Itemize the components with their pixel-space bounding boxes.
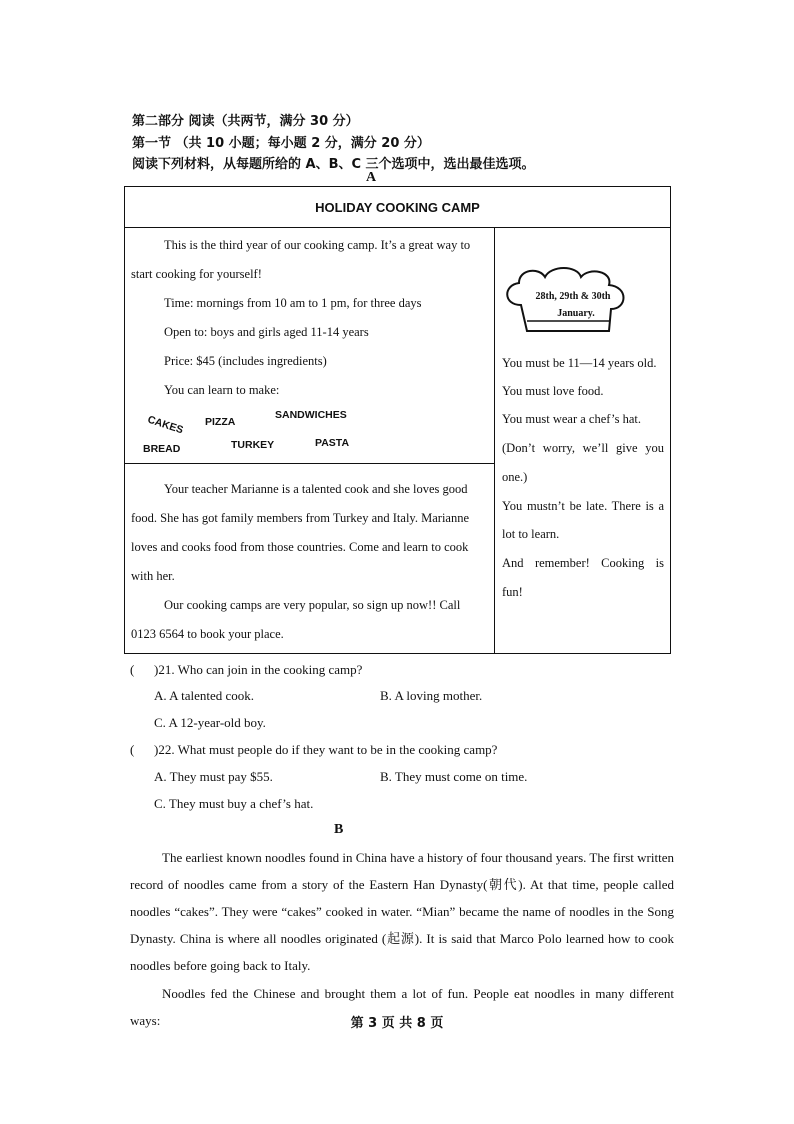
rule-2: You must love food. [502,384,604,398]
ad-title: HOLIDAY COOKING CAMP [125,187,670,228]
q21-option-a: A. A talented cook. [154,688,255,703]
rule-6: You mustn’t be late. There is a [502,499,664,513]
time-info: Time: mornings from 10 am to 1 pm, for three days [164,296,422,310]
intro-line2: start cooking for yourself! [131,267,262,281]
teacher-line-4: with her. [131,569,175,583]
open-to-info: Open to: boys and girls aged 11-14 years [164,325,369,339]
food-pasta: PASTA [315,437,350,449]
passage-b-paragraph-2: Noodles fed the Chinese and brought them a lot of fun. People eat noodles in many different ways: [130,986,674,1028]
q21-option-c: C. A 12-year-old boy. [154,715,266,730]
food-pizza: PIZZA [205,416,236,428]
column-divider [494,227,495,653]
q22-option-c: C. They must buy a chef’s hat. [154,796,314,811]
food-bread: BREAD [143,443,181,455]
section-b-label: B [334,822,344,837]
teacher-line-1: Your teacher Marianne is a talented cook and she loves good [164,482,468,496]
learn-intro: You can learn to make: [164,383,280,397]
q21-option-b: B. A loving mother. [380,688,483,703]
rule-4: (Don’t worry, we’ll give you [502,441,664,455]
instructions: 阅读下列材料，从每题所给的 A、B、C 三个选项中，选出最佳选项。 [132,157,535,172]
intro-line1: This is the third year of our cooking camp. It’s a great way to [164,238,471,252]
rule-3: You must wear a chef’s hat. [502,412,641,426]
part-heading: 第二部分 阅读（共两节，满分 30 分） [132,114,359,129]
q21-stem: )21. Who can join in the cooking camp? [154,662,363,677]
camp-dates: 28th, 29th & 30th [535,291,611,302]
food-turkey: TURKEY [231,439,275,451]
passage-b-paragraph-1: The earliest known noodles found in China have a history of four thousand years. The first written record of noodles came from a story of the Eastern Han Dynasty(朝代). At that time, people called noodles “cakes”. They were “cakes” cooked in water. “Mian” became the name of noodles in the Song Dynasty. China is where all noodles originated (起源). It is said that Marco Polo learned how to cook noodles before going back to Italy. [130,850,674,973]
rule-5: one.) [502,470,528,484]
price-info: Price: $45 (includes ingredients) [164,354,327,368]
rule-7: lot to learn. [502,527,560,541]
q22-option-a: A. They must pay $55. [154,769,273,784]
section-a-label: A [366,170,377,185]
row-divider [125,463,494,464]
signup-line-1: Our cooking camps are very popular, so sign up now!! Call [164,598,461,612]
teacher-line-3: loves and cooks food from those countries. Come and learn to cook [131,540,469,554]
q21-bracket: ( [130,662,135,677]
camp-month: January. [557,308,595,319]
food-cakes: CAKES [146,413,185,437]
rule-8: And remember! Cooking is [502,556,664,570]
cooking-camp-ad [124,186,671,654]
section-heading: 第一节 （共 10 小题；每小题 2 分，满分 20 分） [132,136,430,151]
rule-9: fun! [502,585,523,599]
q22-bracket: ( [130,742,135,757]
rule-1: You must be 11—14 years old. [502,356,657,370]
q22-option-b: B. They must come on time. [380,769,528,784]
page-number: 第 3 页 共 8 页 [350,1016,444,1031]
q22-stem: )22. What must people do if they want to be in the cooking camp? [154,742,498,757]
food-sandwiches: SANDWICHES [275,409,347,421]
signup-line-2: 0123 6564 to book your place. [131,627,284,641]
teacher-line-2: food. She has got family members from Turkey and Italy. Marianne [131,511,470,525]
